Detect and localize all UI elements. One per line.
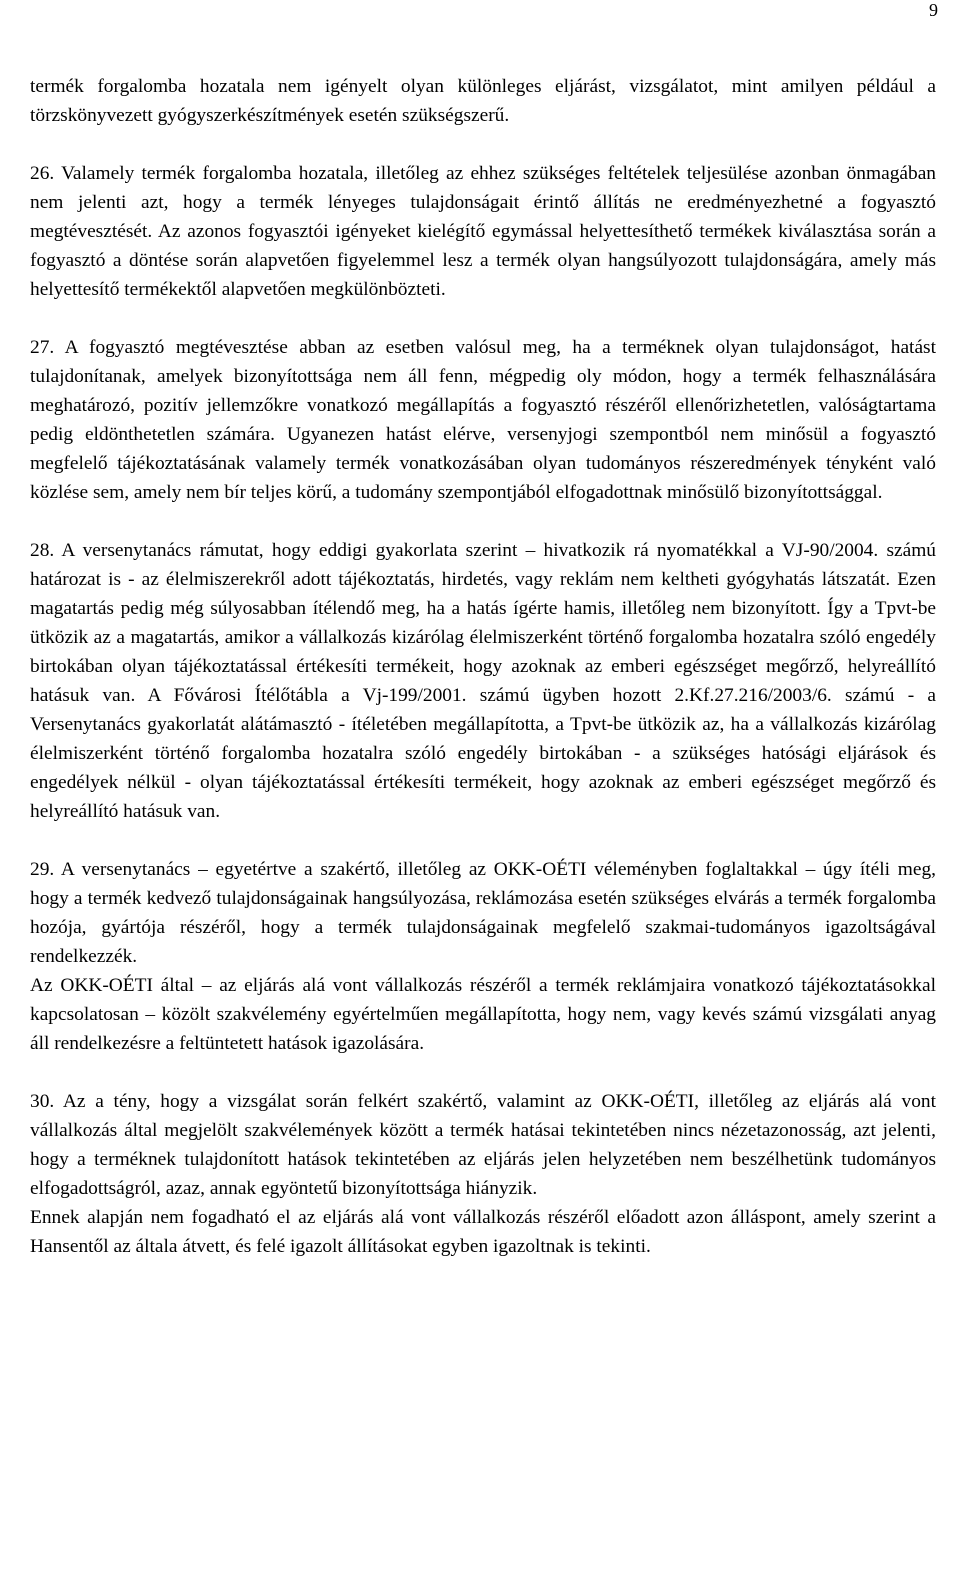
- page-number: 9: [929, 0, 938, 20]
- paragraph-29-continued: Az OKK-OÉTI által – az eljárás alá vont vállalkozás részéről a termék reklámjaira vonatkozó tájékoztatásokkal kapcsolatosan – közölt szakvélemény egyértelműen megállapította, hogy nem, vagy kevés számú vizsgálati anyag áll rendelkezésre a feltüntetett hatások igazolására.: [30, 975, 936, 1054]
- paragraph-28: 28. A versenytanács rámutat, hogy eddigi gyakorlata szerint – hivatkozik rá nyomatékkal a VJ-90/2004. számú határozat is - az élelmiszerekről adott tájékoztatás, hirdetés, vagy reklám nem keltheti gyógyhatás látszatát. Ezen magatartás pedig még súlyosabban ítélendő meg, ha a hatás ígérte hamis, illetőleg nem bizonyított. Így a Tpvt-be ütközik az a magatartás, amikor a vállalkozás kizárólag élelmiszerként történő forgalomba hozatalra szóló engedély birtokában olyan tájékoztatással értékesíti termékeit, hogy azoknak az emberi egészséget megőrző, helyreállító hatásuk van. A Fővárosi Ítélőtábla a Vj-199/2001. számú ügyben hozott 2.Kf.27.216/2003/6. számú - a Versenytanács gyakorlatát alátámasztó - ítéletében megállapította, a Tpvt-be ütközik az, ha a vállalkozás kizárólag élelmiszerként történő forgalomba hozatalra szóló engedély birtokában - a szükséges hatósági eljárások és engedélyek nélkül - olyan tájékoztatással értékesíti termékeit, hogy azoknak az emberi egészséget megőrző és helyreállító hatásuk van.: [30, 540, 936, 822]
- paragraph-26: 26. Valamely termék forgalomba hozatala, illetőleg az ehhez szükséges feltételek teljesülése azonban önmagában nem jelenti azt, hogy a termék lényeges tulajdonságait érintő állítás ne eredményezhetné a fogyasztó megtévesztését. Az azonos fogyasztói igényeket kielégítő egymással helyettesíthető termékek kiválasztása során a fogyasztó a döntése során alapvetően figyelemmel lesz a termék olyan hangsúlyozott tulajdonságára, amely más helyettesítő termékektől alapvetően megkülönbözteti.: [30, 163, 936, 300]
- paragraph-27: 27. A fogyasztó megtévesztése abban az esetben valósul meg, ha a terméknek olyan tulajdonságot, hatást tulajdonítanak, amelyek bizonyítottsága nem áll fenn, mégpedig oly módon, hogy a termék felhasználására meghatározó, pozitív jellemzőkre vonatkozó megállapítás a fogyasztó részéről ellenőrizhetetlen, valóságtartama pedig eldönthetetlen számára. Ugyanezen hatást elérve, versenyjogi szempontból nem minősül a fogyasztó megfelelő tájékoztatásának valamely termék vonatkozásában olyan tudományos részeredmények tényként való közlése sem, amely nem bír teljes körű, a tudomány szempontjából elfogadottnak minősülő bizonyítottsággal.: [30, 337, 936, 503]
- paragraph-30-continued: Ennek alapján nem fogadható el az eljárás alá vont vállalkozás részéről előadott azon álláspont, amely szerint a Hansentől az általa átvett, és felé igazolt állításokat egyben igazoltnak is tekinti.: [30, 1207, 936, 1257]
- paragraph-30: 30. Az a tény, hogy a vizsgálat során felkért szakértő, valamint az OKK-OÉTI, illetőleg az eljárás alá vont vállalkozás által megjelölt szakvélemények között a termék hatásai tekintetében nincs nézetazonosság, azt jelenti, hogy a terméknek tulajdonított hatások tekintetében az eljárás jelen helyzetében nem beszélhetünk tudományos elfogadottságról, azaz, annak egyöntetű bizonyítottsága hiányzik.: [30, 1091, 936, 1199]
- document-body: [30, 72, 936, 1261]
- paragraph-continuation: termék forgalomba hozatala nem igényelt olyan különleges eljárást, vizsgálatot, mint amilyen például a törzskönyvezett gyógyszerkészítmények esetén szükségszerű.: [30, 76, 936, 126]
- paragraph-29: 29. A versenytanács – egyetértve a szakértő, illetőleg az OKK-OÉTI véleményben foglaltakkal – úgy ítéli meg, hogy a termék kedvező tulajdonságainak hangsúlyozása, reklámozása esetén szükséges elvárás a termék forgalomba hozója, gyártója részéről, hogy a termék tulajdonságainak megfelelő szakmai-tudományos igazoltságával rendelkezzék.: [30, 859, 936, 967]
